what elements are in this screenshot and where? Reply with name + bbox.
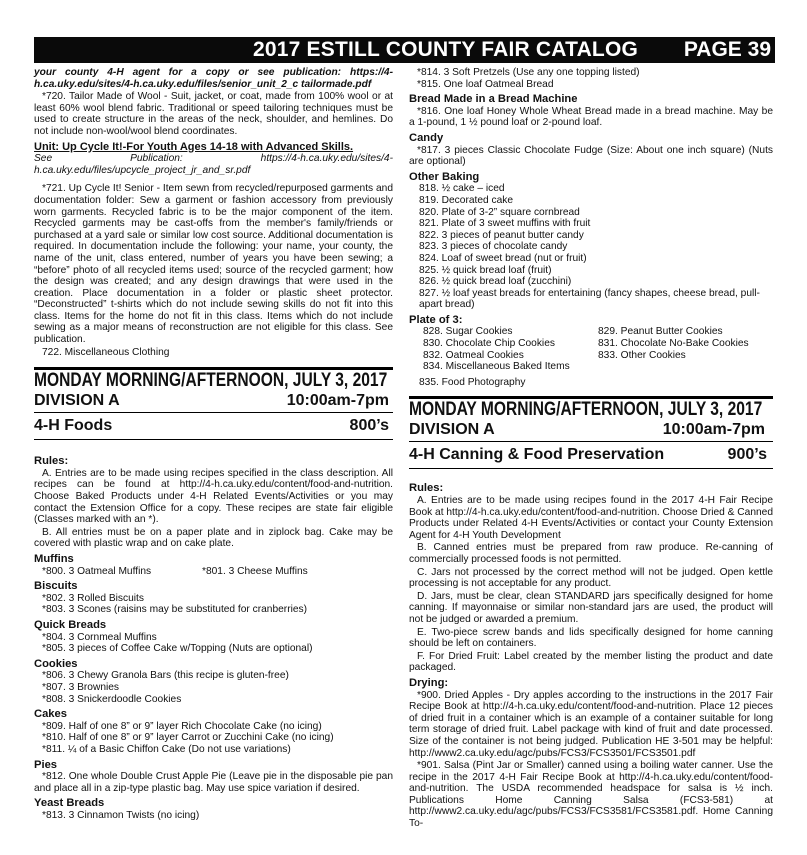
class-802: *802. 3 Rolled Biscuits xyxy=(42,592,144,604)
class-809: *809. Half of one 8” or 9” layer Rich Chocolate Cake (no icing) xyxy=(42,720,322,732)
list-item: 825. ½ quick bread loaf (fruit) xyxy=(419,264,552,276)
rule-f: F. For Dried Fruit: Label created by the member listing the product and date packaged. xyxy=(409,650,773,674)
unit-title: Unit: Up Cycle It!-For Youth Ages 14-18 with Advanced Skills. xyxy=(34,140,354,153)
catalog-title: 2017 ESTILL COUNTY FAIR CATALOG xyxy=(253,38,639,61)
list-item: 833. Other Cookies xyxy=(598,349,686,361)
rules-heading: Rules: xyxy=(34,455,69,468)
rule-e: E. Two-piece screw bands and lids specifically designed for home canning should be left on containers. xyxy=(409,626,773,650)
class-801: *801. 3 Cheese Muffins xyxy=(202,565,308,577)
division-line xyxy=(34,392,393,410)
candy-heading: Candy xyxy=(409,131,444,144)
biscuits-heading: Biscuits xyxy=(34,580,78,593)
division-time: 10:00am-7pm xyxy=(286,392,389,410)
plate-of-3-heading: Plate of 3: xyxy=(409,313,463,326)
list-item: 827. ½ loaf yeast breads for entertaining (fancy shapes, cheese bread, pull-apart bread) xyxy=(419,287,760,311)
division-label: DIVISION A xyxy=(409,421,495,439)
division-line xyxy=(409,421,773,439)
division-label: DIVISION A xyxy=(34,392,120,410)
rule-b: B. All entries must be on a paper plate and in ziplock bag. Cake may be covered with plastic wrap and on cake plate. xyxy=(34,526,393,550)
program-line xyxy=(409,445,773,465)
page-number: PAGE 39 xyxy=(683,38,771,61)
list-item: 823. 3 pieces of chocolate candy xyxy=(419,241,568,253)
program-name: 4-H Canning & Food Preservation xyxy=(409,446,665,464)
list-item: 819. Decorated cake xyxy=(419,194,514,206)
pies-heading: Pies xyxy=(34,758,58,771)
page-header xyxy=(34,37,775,63)
class-901: *901. Salsa (Pint Jar or Smaller) canned using a boiling water canner. Use the recipe in the 2017 4-H Fair Recipe Book at http://4-h.ca.uky.edu/content/food-and-nutrition. The USDA recommended headspace for salsa is ½ inch. Publications Home Canning Salsa (FCS3-581) at http://www2.ca.uky.edu/agc/pubs/FCS3/FCS3581/FCS3581.pdf. Home Canning To- xyxy=(409,760,773,830)
class-804: *804. 3 Cornmeal Muffins xyxy=(42,631,157,643)
list-item: 828. Sugar Cookies xyxy=(423,326,513,338)
list-item: 826. ½ quick bread loaf (zucchini) xyxy=(419,276,572,288)
left-column xyxy=(34,67,393,821)
rule-b: B. Canned entries must be prepared from raw produce. Re-canning of commercially processed foods is not permitted. xyxy=(409,542,773,565)
list-item: 832. Oatmeal Cookies xyxy=(423,349,524,361)
class-806: *806. 3 Chewy Granola Bars (this recipe is gluten-free) xyxy=(42,670,289,682)
class-817: *817. 3 pieces Classic Chocolate Fudge (Size: About one inch square) (Nuts are optional) xyxy=(409,144,773,168)
class-803: *803. 3 Scones (raisins may be substituted for cranberries) xyxy=(42,604,307,616)
list-item: 820. Plate of 3-2” square cornbread xyxy=(419,206,580,218)
session-heading: MONDAY MORNING/AFTERNOON, JULY 3, 2017 xyxy=(409,399,763,421)
rule-a: A. Entries are to be made using recipes found in the 2017 4-H Fair Recipe Book at http://4-h.ca.uky.edu/content/food-and-nutrition. Choose Dried & Canned Products under Related 4-H Events/Activities or contact your County Extension Agent for 4-H Youth Development xyxy=(409,495,773,541)
list-item: 821. Plate of 3 sweet muffins with fruit xyxy=(419,218,591,230)
session-heading: MONDAY MORNING/AFTERNOON, JULY 3, 2017 xyxy=(34,370,388,392)
muffins-list xyxy=(34,566,393,578)
list-item: 824. Loaf of sweet bread (nut or fruit) xyxy=(419,252,587,264)
class-808: *808. 3 Snickerdoodle Cookies xyxy=(42,693,182,705)
rule-c: C. Jars not processed by the correct method will not be judged. Open kettle processing is not acceptable for any product. xyxy=(409,566,773,590)
class-816: *816. One loaf Honey Whole Wheat Bread made in a bread machine. May be a 1-pound, 1 ½ pound loaf or 2-pound loaf. xyxy=(409,105,773,129)
list-item: 818. ½ cake – iced xyxy=(419,183,505,195)
list-item: 831. Chocolate No-Bake Cookies xyxy=(598,338,749,350)
division-time: 10:00am-7pm xyxy=(662,421,765,439)
list-item: 822. 3 pieces of peanut butter candy xyxy=(419,229,584,241)
class-720: *720. Tailor Made of Wool - Suit, jacket, or coat, made from 100% wool or at least 60% wool blend fabric. Traditional or speed tailoring techniques must be used to create structure in the areas of the neck, shoulder, and hemlines. Do not include non-wool/wool blend coordinates. xyxy=(34,91,393,137)
right-column xyxy=(409,67,773,831)
class-805: *805. 3 pieces of Coffee Cake w/Topping (Nuts are optional) xyxy=(42,643,313,655)
cakes-heading: Cakes xyxy=(34,708,67,721)
class-815: *815. One loaf Oatmeal Bread xyxy=(417,78,554,90)
class-721: *721. Up Cycle It! Senior - Item sewn from recycled/repurposed garments and documentation folder: Sew a garment or fashion accessory from previously worn garments. Recycled fabric is to be the major component of the item. Recycled garments may be cast-offs from the member's family/friends or purchased at a yard sale or similar low cost source. Additional documentation is required. In documentation include the following: your name, your county, the name of the unit, class entered, number of years you have been sewing; a “before” photo of all recycled items used; source of the recycled garment; how the design was created; and any design drawings that were used in the creation. Place documentation in a folder or plastic sheet protector. “Deconstructed” t-shirts which do not include sewing skills do not fit into this class. Items for the home do not fit in this class. Items which do not include sewing as a major means of reconstruction are not eligible for this class. See publication. xyxy=(34,183,393,346)
class-722: 722. Miscellaneous Clothing xyxy=(42,346,170,358)
class-810: *810. Half of one 8” or 9” layer Carrot or Zucchini Cake (no icing) xyxy=(42,732,334,744)
rules-heading: Rules: xyxy=(409,482,444,495)
yeast-breads-heading: Yeast Breads xyxy=(34,797,105,810)
class-811: *811. ¼ of a Basic Chiffon Cake (Do not use variations) xyxy=(42,743,291,755)
intro-text: your county 4-H agent for a copy or see publication: https://4-h.ca.uky.edu/sites/4-h.ca.uky.edu/files/senior_unit_2_c tailormade.pdf xyxy=(34,67,393,90)
class-807: *807. 3 Brownies xyxy=(42,681,120,693)
rule-a: A. Entries are to be made using recipes specified in the class description. All recipes can be found at http://4-h.ca.uky.edu/content/food-and-nutrition. Choose Baked Products under 4-H Related Events/Activities or you may contact the Extension Office for a copy. These recipes are state fair eligible (Classes marked with an *). xyxy=(34,467,393,526)
quick-breads-heading: Quick Breads xyxy=(34,618,107,631)
class-900: *900. Dried Apples - Dry apples according to the instructions in the 2017 Fair Recipe Book at http://4-h.ca.uky.edu/content/food-and-nutrition. Place 12 pieces of dried fruit in a container which is an example of a container suitable for long term storage of dried fruit. Label package with kind of fruit and date processed. Size of the container is not being judged. Publication HE 3-501 may be helpful: http://www2.ca.uky.edu/agc/pubs/FCS3/FCS3501/FCS3501.pdf xyxy=(409,689,773,759)
other-baking-list xyxy=(409,183,773,311)
list-item: 829. Peanut Butter Cookies xyxy=(598,326,723,338)
program-name: 4-H Foods xyxy=(34,417,113,435)
other-baking-heading: Other Baking xyxy=(409,170,480,183)
program-code: 800’s xyxy=(349,417,389,435)
class-814: *814. 3 Soft Pretzels (Use any one topping listed) xyxy=(417,67,640,78)
unit-publication: See Publication: https://4-h.ca.uky.edu/sites/4-h.ca.uky.edu/files/upcycle_project_jr_and_sr.pdf xyxy=(34,153,393,176)
rule-d: D. Jars, must be clear, clean STANDARD jars specifically designed for home canning. If mayonnaise or similar non-standard jars are used, the product will not be judged or awarded a premium. xyxy=(409,590,773,625)
plate-of-3-list xyxy=(409,326,773,361)
drying-heading: Drying: xyxy=(409,676,449,689)
class-813: *813. 3 Cinnamon Twists (no icing) xyxy=(42,809,200,821)
bread-machine-heading: Bread Made in a Bread Machine xyxy=(409,93,578,106)
class-835: 835. Food Photography xyxy=(419,376,526,388)
list-item: 830. Chocolate Chip Cookies xyxy=(423,338,555,350)
cookies-heading: Cookies xyxy=(34,657,78,670)
muffins-heading: Muffins xyxy=(34,553,74,565)
program-line xyxy=(34,416,393,436)
program-code: 900’s xyxy=(727,446,767,464)
class-800: *800. 3 Oatmeal Muffins xyxy=(42,565,152,577)
class-812: *812. One whole Double Crust Apple Pie (Leave pie in the disposable pie pan and place all in a zip-type plastic bag. May use spice variation if desired. xyxy=(34,771,393,794)
class-834: 834. Miscellaneous Baked Items xyxy=(423,361,570,373)
